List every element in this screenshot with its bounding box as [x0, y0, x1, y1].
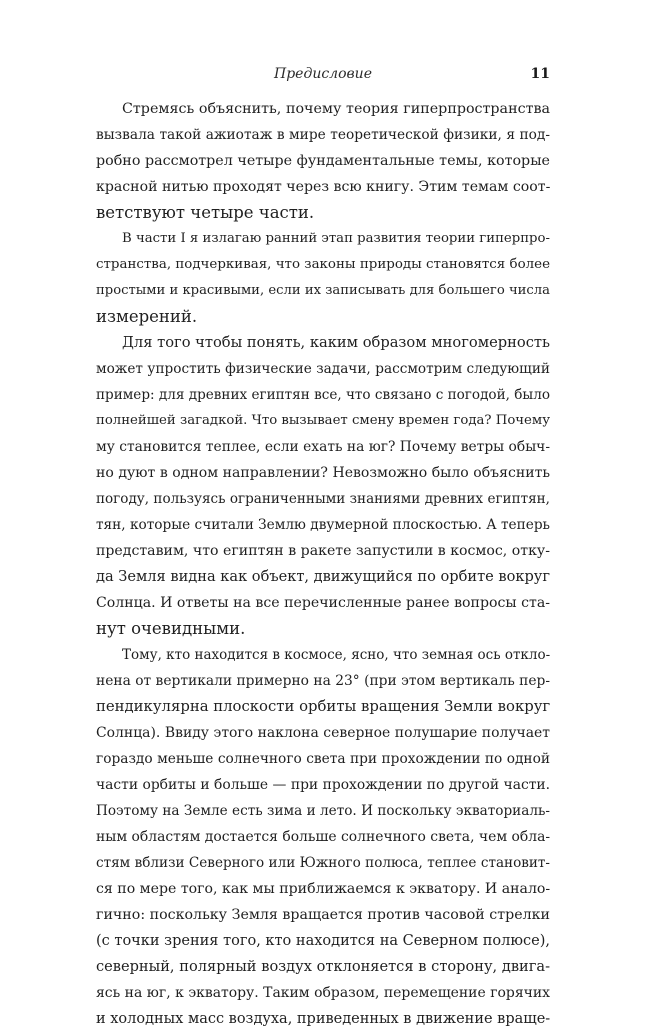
text-line: Поэтому на Земле есть зима и лето. И поскольку экваториаль- [96, 803, 550, 819]
text-line: Тому, кто находится в космосе, ясно, что земная ось откло- [122, 647, 551, 663]
page-header [96, 66, 550, 86]
text-line: стям вблизи Северного или Южного полюса, теплее становит- [96, 855, 550, 871]
text-line: вызвала такой ажиотаж в мире теоретической физики, я под- [96, 127, 550, 143]
text-line: нена от вертикали примерно на 23° (при этом вертикаль пер- [96, 673, 551, 689]
paragraph [96, 96, 550, 226]
body-text [96, 96, 550, 1032]
text-line: ся по мере того, как мы приближаемся к экватору. И анало- [96, 881, 551, 897]
paragraph [96, 226, 550, 330]
text-line: красной нитью проходят через всю книгу. Этим темам соот- [96, 179, 551, 195]
text-line: ным областям достается больше солнечного света, чем обла- [96, 829, 551, 845]
text-line: Стремясь объяснить, почему теория гиперпространства [122, 101, 550, 117]
text-line: (с точки зрения того, кто находится на Северном полюсе), [96, 933, 550, 949]
text-line: гично: поскольку Земля вращается против часовой стрелки [96, 907, 550, 923]
text-line: странства, подчеркивая, что законы природы становятся более [96, 257, 550, 272]
page-number: 11 [530, 66, 550, 82]
text-line: робно рассмотрел четыре фундаментальные темы, которые [96, 153, 550, 169]
text-line: Солнца). Ввиду этого наклона северное полушарие получает [96, 725, 550, 741]
text-line: Солнца. И ответы на все перечисленные ранее вопросы ста- [96, 595, 550, 611]
text-line: му становится теплее, если ехать на юг? Почему ветры обыч- [96, 439, 550, 455]
text-line: измерений. [96, 307, 198, 326]
running-title: Предисловие [274, 66, 372, 82]
text-line: ясь на юг, к экватору. Таким образом, перемещение горячих [96, 985, 550, 1001]
text-line: В части I я излагаю ранний этап развития теории гиперпро- [122, 231, 550, 246]
text-line: части орбиты и больше — при прохождении по другой части. [96, 777, 550, 793]
text-line: ветствуют четыре части. [96, 203, 315, 222]
text-line: но дуют в одном направлении? Невозможно было объяснить [96, 465, 550, 481]
paragraph [96, 330, 550, 642]
text-line: да Земля видна как объект, движущийся по орбите вокруг [96, 568, 550, 585]
text-line: простыми и красивыми, если их записывать для большего числа [96, 283, 550, 298]
text-line: погоду, пользуясь ограниченными знаниями древних египтян, [96, 491, 550, 507]
paragraph [96, 642, 550, 1032]
text-line: полнейшей загадкой. Что вызывает смену времен года? Почему [96, 413, 550, 428]
text-line: Для того чтобы понять, каким образом многомерность [122, 334, 550, 351]
text-line: и холодных масс воздуха, приведенных в движение враще- [96, 1011, 551, 1027]
text-line: пример: для древних египтян все, что связано с погодой, было [96, 387, 550, 403]
text-line: представим, что египтян в ракете запустили в космос, отку- [96, 543, 550, 559]
text-line: гораздо меньше солнечного света при прохождении по одной [96, 751, 550, 767]
text-line: пендикулярна плоскости орбиты вращения Земли вокруг [96, 698, 551, 715]
text-line: может упростить физические задачи, рассмотрим следующий [96, 361, 550, 377]
text-line: тян, которые считали Землю двумерной плоскостью. А теперь [96, 517, 550, 533]
text-line: северный, полярный воздух отклоняется в сторону, двига- [96, 958, 550, 975]
text-line: нут очевидными. [96, 619, 246, 638]
